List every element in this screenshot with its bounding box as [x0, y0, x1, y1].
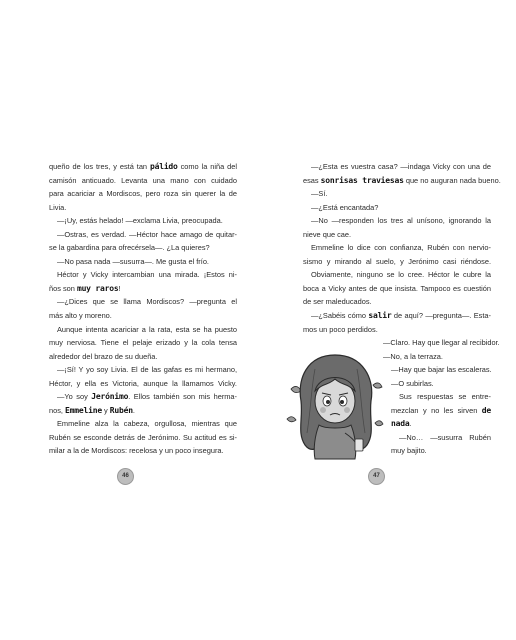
text-line	[49, 390, 237, 404]
text-segment: . Ellos también son mis herma-	[128, 392, 238, 402]
text-segment: Aunque intenta acariciar a la rata, esta se ha puesto	[57, 324, 237, 334]
text-line	[49, 309, 237, 323]
text-segment: alrededor del brazo de su dueña.	[49, 351, 158, 361]
text-segment: nieve que cae.	[303, 229, 352, 239]
text-segment: —O subirlas.	[391, 378, 434, 388]
text-segment: —No… —susurra Rubén	[399, 432, 491, 442]
text-segment: !	[118, 283, 121, 293]
text-segment: camisón anticuado. Levanta una mano con cuidado	[49, 175, 237, 185]
bold-word: nada	[391, 419, 410, 429]
text-line	[303, 201, 491, 215]
text-line	[49, 363, 237, 377]
text-line	[49, 268, 237, 282]
text-line	[303, 174, 501, 188]
text-line	[49, 160, 237, 174]
text-line	[49, 323, 237, 337]
text-segment: Obviamente, ninguno se lo cree. Héctor le cubre la	[311, 270, 491, 280]
right-page	[258, 0, 516, 640]
text-segment: Héctor y Vicky intercambian una mirada. ¡Estos ni-	[57, 270, 237, 280]
text-segment: mos un poco perdidos.	[303, 324, 378, 334]
page-number-right: 47	[368, 468, 385, 485]
text-line	[49, 214, 237, 228]
text-segment: como la niña del	[177, 162, 238, 171]
text-line	[49, 187, 237, 201]
text-segment: —¡Sí! Y yo soy Livia. El de las gafas es mi hermano,	[57, 365, 237, 375]
text-line	[49, 241, 237, 255]
text-segment: Héctor, y ella es Victoria, aunque la llamamos Vicky.	[49, 378, 237, 388]
text-line	[49, 350, 237, 364]
text-line	[303, 336, 500, 350]
text-segment: —Yo soy	[57, 392, 92, 402]
text-line	[303, 255, 491, 269]
text-segment: —Hay que bajar las escaleras.	[391, 365, 492, 375]
text-segment: Rubén se esconde detrás de Jerónimo. Su actitud es si-	[49, 432, 237, 442]
text-segment: —¿Dices que se llama Mordiscos? —pregunta el	[57, 297, 237, 307]
text-line	[49, 255, 237, 269]
bold-word: muy raros	[76, 283, 119, 293]
text-segment: —¿Está encantada?	[311, 202, 379, 212]
text-segment: sismo y mirando al suelo, y Jerónimo casi riéndose.	[303, 256, 491, 266]
text-segment: —¿Sabéis cómo	[311, 311, 369, 321]
text-line	[303, 228, 491, 242]
text-segment: Sus respuestas se entre-	[399, 392, 491, 402]
text-line	[303, 241, 491, 255]
bold-word: sonrisas traviesas	[320, 175, 404, 185]
text-segment: —¿Esta es vuestra casa? —indaga Vicky con una de	[311, 162, 491, 171]
text-line	[49, 431, 237, 445]
text-segment: .	[132, 405, 135, 415]
text-segment: —¡Uy, estás helado! —exclama Livia, preocupada.	[57, 216, 223, 226]
text-segment: —Claro. Hay que llegar al recibidor.	[383, 338, 500, 348]
text-segment: —No, a la terraza.	[383, 351, 443, 361]
text-segment: se la gabardina para ofrecérsela—. ¿La quieres?	[49, 243, 210, 253]
text-segment: Emmeline lo dice con confianza, Rubén con nervio-	[311, 243, 491, 253]
page-number-left: 46	[117, 468, 134, 485]
text-line	[49, 377, 237, 391]
text-segment: que no auguran nada bueno.	[403, 175, 501, 185]
text-line	[49, 295, 237, 309]
bold-word: pálido	[149, 162, 178, 171]
text-line	[49, 228, 237, 242]
bold-word: de	[481, 405, 491, 415]
text-segment: Emmeline alza la cabeza, orgullosa, mientras que	[57, 419, 237, 429]
text-segment: más alto y moreno.	[49, 311, 112, 321]
text-segment: de aquí? —pregunta—. Esta-	[391, 311, 491, 321]
bold-word: Rubén	[109, 405, 133, 415]
text-line	[303, 187, 491, 201]
text-segment: de ser maleducados.	[303, 297, 372, 307]
text-line	[49, 201, 237, 215]
text-line	[303, 160, 491, 174]
text-segment: boca a Vicky antes de que insista. Tampoco es cuestión	[303, 283, 491, 293]
text-segment: queño de los tres, y está tan	[49, 162, 150, 171]
text-line	[303, 295, 491, 309]
text-line	[303, 309, 491, 323]
text-segment: —No —responden los tres al unísono, ignorando la	[311, 216, 491, 226]
bold-word: Jerónimo	[91, 392, 129, 402]
girl-illustration-icon	[285, 349, 385, 461]
text-line	[49, 282, 237, 296]
left-page-text	[49, 160, 237, 458]
text-segment: .	[409, 419, 412, 429]
text-segment: muy bajito.	[391, 446, 427, 456]
text-line	[49, 444, 237, 458]
text-segment: milar a la de Mordiscos: recelosa y un poco insegura.	[49, 446, 224, 456]
text-segment: muy nerviosa. Tiene el pelaje erizado y la cola tensa	[49, 338, 237, 348]
text-segment: esas	[303, 175, 321, 185]
text-segment: para acariciar a Mordiscos, pero roza sin querer la de	[49, 189, 237, 199]
text-line	[49, 404, 237, 418]
text-segment: y	[101, 405, 110, 415]
text-segment: —No pasa nada —susurra—. Me gusta el frío.	[57, 256, 209, 266]
text-segment: —Ostras, es verdad. —Héctor hace amago de quitar-	[57, 229, 237, 239]
text-segment: —Sí.	[311, 189, 328, 199]
text-line	[49, 336, 237, 350]
bold-word: salir	[368, 311, 392, 321]
text-segment: nos,	[49, 405, 66, 415]
text-line	[303, 268, 491, 282]
bold-word: Emmeline	[65, 405, 102, 415]
text-line	[49, 417, 237, 431]
text-line	[303, 323, 491, 337]
text-segment: ños son	[49, 283, 77, 293]
text-line	[303, 214, 491, 228]
text-segment: Livia.	[49, 202, 67, 212]
text-line	[303, 282, 491, 296]
text-line	[49, 174, 237, 188]
text-segment: mezclan y no les sirven	[391, 405, 482, 415]
